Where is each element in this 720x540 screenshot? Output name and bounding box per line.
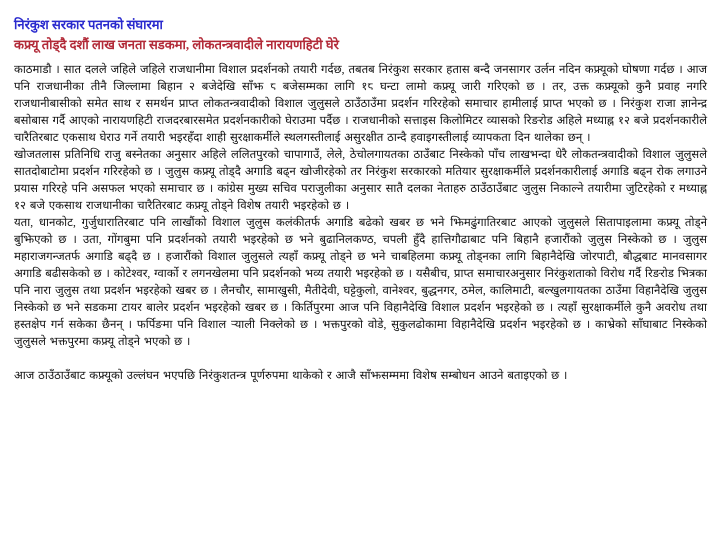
subheadline: कफ्र्यू तोड्दै दशौं लाख जनता सडकमा, लोकतन्त्रवादीले नारायणहिटी घेरे [14,37,339,52]
paragraph-closing: आज ठाउँठाउँबाट कफ्र्यूको उल्लंघन भएपछि निरंकुशतन्त्र पूर्णरुपमा थाकेको र आजै साँझसम्ममा विशेष सम्बोधन आउने बताइएको छ । [14,370,568,382]
headline: निरंकुश सरकार पतनको संघारमा [14,17,163,32]
paragraph-second: खोजतलास प्रतिनिधि राजु बस्नेतका अनुसार अहिले ललितपुरको चापागाउँ, लेले, ठेचोलगायतका ठाउँबाट निस्केको पाँच लाखभन्दा धेरै लोकतन्त्रवादीको विशाल जुलुसले सातदोबाटोमा प्रदर्शन गरिरहेको छ । जुलुस कफ्र्यू तोड्दै अगाडि बढ्न खोजीरहेको तर निरंकुश सरकारको मतियार सुरक्षाकर्मीले प्रदर्शनकारीलाई अगाडि बढ्न रोक लगाउने प्रयास गरिरहे पनि असफल भएको समाचार छ । कांग्रेस मुख्य सचिव पराजुलीका अनुसार सातै दलका नेताहरु ठाउँठाउँबाट जुलुस निकाल्ने तयारीमा जुटिरहेको र मध्याह्न १२ बजे एकसाथ राजधानीका चारैतिरबाट कफ्र्यू तोड्ने विशेष तयारी भइरहेको छ । [14,149,707,212]
article-body [14,62,707,385]
paragraph-third: यता, धानकोट, गुर्जुधारातिरबाट पनि लाखौंको विशाल जुलुस कलंकीतर्फ अगाडि बढेको खबर छ भने झिमढुंगातिरबाट आएको जुलुसले सितापाइलामा कफ्र्यू तोड्ने बुझिएको छ । उता, गोंगबुमा पनि प्रदर्शनको तयारी भइरहेको छ भने बुढानिलकण्ठ, चपली हुँदै हात्तिगौढाबाट पनि बिहानै हजारौंको जुलुस निस्केको छ । जुलुस महाराजगन्जतर्फ अगाडि बढ्दै छ । हजारौंको विशाल जुलुसले त्यहाँ कफ्र्यू तोड्ने छ भने चाबहिलमा कफ्र्यू तोड्नका लागि बिहानैदेखि जोरपाटी, बौद्धबाट मानवसागर अगाडि बढीसकेको छ । कोटेश्वर, ग्वार्को र लगनखेलमा पनि प्रदर्शनको भव्य तयारी भइरहेको छ । यसैबीच, प्राप्त समाचारअनुसार निरंकुशताको विरोध गर्दै रिङरोड भित्रका पनि नारा जुलुस तथा प्रदर्शन भइरहेको खबर छ । लैनचौर, सामाखुसी, मैतीदेवी, घट्टेकुलो, वानेश्वर, बुद्धनगर, ठमेल, कालिमाटी, बल्खुलगायतका ठाउँमा विहानैदेखि जुलुस निस्केको छ भने सडकमा टायर बालेर प्रदर्शन भइरहेको खबर छ । किर्तिपुरमा आज पनि विहानैदेखि विशाल प्रदर्शन भइरहेको छ । त्यहाँ सुरक्षाकर्मीले कुनै अवरोध तथा हस्तक्षेप गर्न सकेका छैनन् । फर्पिङमा पनि विशाल र्‍याली निक्लेको छ । भक्तपुरको वोडे, सुकुलढोकामा विहानैदेखि प्रदर्शन भइरहेको छ । काभ्रेको साँघाबाट निस्केको जुलुसले भक्तपुरमा कफ्र्यू तोड्ने भएको छ । [14,217,707,348]
paragraph-lead: काठमाडौ । सात दलले जहिले जहिले राजधानीमा विशाल प्रदर्शनको तयारी गर्दछ, तबतब निरंकुश सरकार हतास बन्दै जनसागर उर्लन नदिन कफ्र्यूको घोषणा गर्दछ । आज पनि राजधानीका तीनै जिल्लामा बिहान २ बजेदेखि साँझ ८ बजेसम्मका लागि १८ घन्टा लामो कफ्र्यू जारी गरिएको छ । तर, उक्त कफ्र्यूको कुनै प्रवाह नगरि राजधानीबासीको समेत साथ र समर्थन प्राप्त लोकतन्त्रवादीको विशाल जुलुसले ठाउँठाउँमा प्रदर्शन गरिरहेको समाचार हामीलाई प्राप्त भएको छ । निरंकुश राजा ज्ञानेन्द्र बसोबास गर्दै आएको नारायणहिटी राजदरबारसमेत प्रदर्शनकारीको घेराउमा पर्दैछ । राजधानीको सत्ताइस किलोमिटर व्यासको रिङरोड अहिले मध्याह्न १२ बजे प्रदर्शनकारीले चारैतिरबाट एकसाथ घेराउ गर्ने तयारी भइरहँदा शाही सुरक्षाकर्मीले स्थलगस्तीलाई असुरक्षीत ठान्दै हवाइगस्तीलाई व्यापकता दिन थालेका छन् । [14,64,707,144]
